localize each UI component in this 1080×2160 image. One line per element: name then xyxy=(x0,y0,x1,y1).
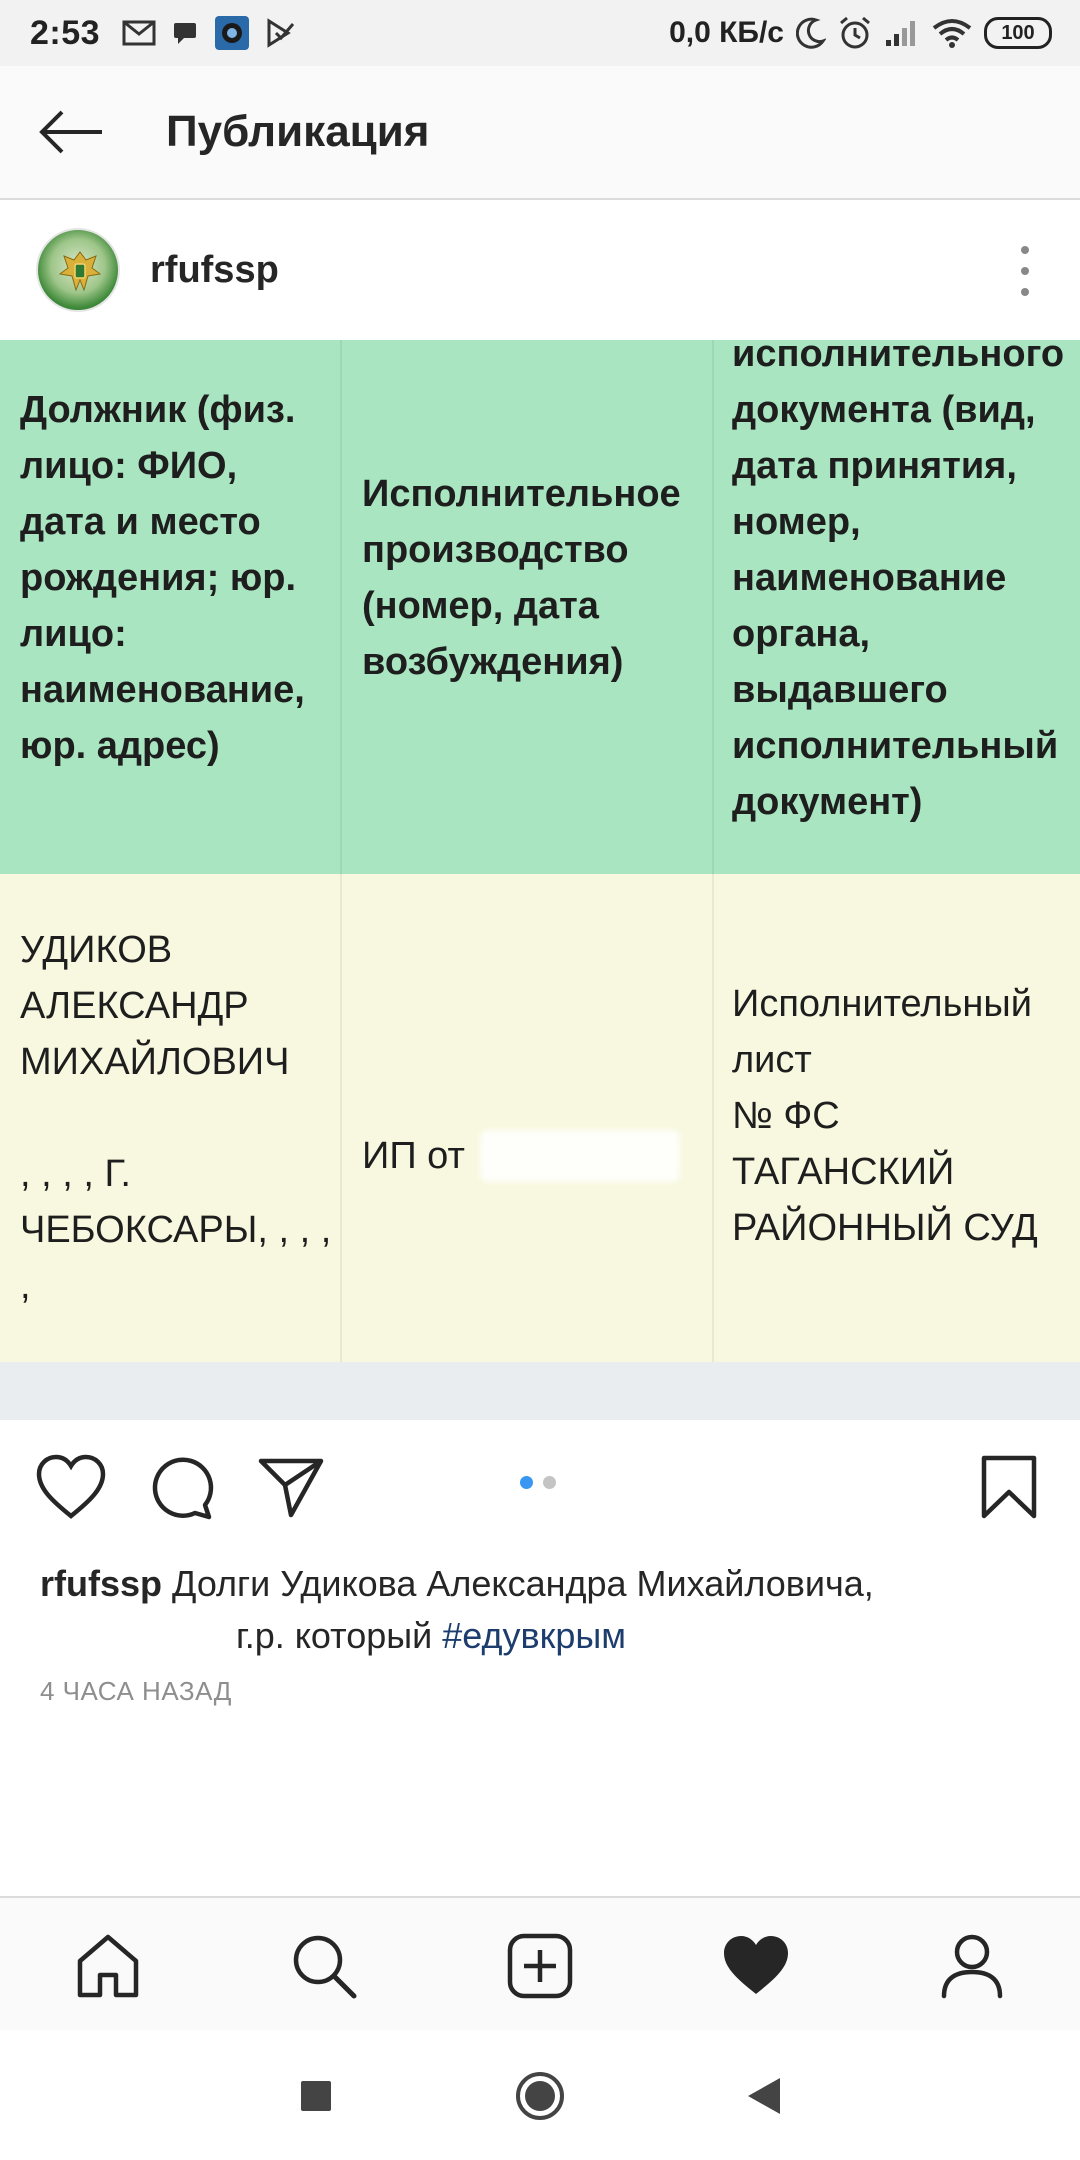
recents-button[interactable] xyxy=(286,2066,346,2126)
nav-activity[interactable] xyxy=(716,1926,796,2006)
system-home-button[interactable] xyxy=(510,2066,570,2126)
bottom-navigation xyxy=(0,1896,1080,2030)
system-navigation xyxy=(0,2030,1080,2160)
cell-line: , xyxy=(20,1265,31,1307)
header-cell-proceeding xyxy=(362,466,724,690)
more-dot xyxy=(1021,267,1029,275)
comment-button[interactable] xyxy=(142,1448,220,1526)
header-line: органа, xyxy=(732,613,871,655)
header-line: исполнительного xyxy=(732,340,1065,375)
header-line: возбуждения) xyxy=(362,641,624,683)
post-caption xyxy=(40,1558,1040,1662)
header-line: дата принятия, xyxy=(732,445,1017,487)
battery-indicator xyxy=(984,17,1052,49)
header-line: юр. адрес) xyxy=(20,725,220,767)
caption-text: Долги Удикова Александра Михайловича, xyxy=(172,1563,874,1604)
recents-icon xyxy=(299,2079,333,2113)
header-line: наименование xyxy=(732,557,1007,599)
save-button[interactable] xyxy=(970,1448,1048,1526)
home-icon xyxy=(74,1933,142,1999)
post-header xyxy=(0,200,1080,340)
nav-profile[interactable] xyxy=(932,1926,1012,2006)
header-line: Должник (физ. xyxy=(20,389,296,431)
arrow-left-icon xyxy=(38,110,106,154)
header-cell-document xyxy=(732,340,1080,830)
header-line: производство xyxy=(362,529,629,571)
caption-text: г.р. который xyxy=(236,1615,433,1656)
like-button[interactable] xyxy=(32,1448,110,1526)
header-line: исполнительный xyxy=(732,725,1059,767)
header-cell-debtor xyxy=(20,382,350,774)
status-time: 2:53 xyxy=(30,13,101,52)
profile-icon xyxy=(940,1932,1004,2000)
cell-line xyxy=(20,1090,350,1146)
more-options-button[interactable] xyxy=(1010,246,1040,296)
system-back-button[interactable] xyxy=(734,2066,794,2126)
caption-username[interactable]: rfufssp xyxy=(40,1563,163,1604)
more-dot xyxy=(1021,288,1029,296)
cell-line: , , , , Г. xyxy=(20,1153,131,1195)
cell-line: АЛЕКСАНДР xyxy=(20,985,249,1027)
header-line: лицо: xyxy=(20,613,127,655)
cell-line: ЧЕБОКСАРЫ, , , , xyxy=(20,1209,332,1251)
alarm-icon xyxy=(838,16,872,50)
nav-add[interactable] xyxy=(500,1926,580,2006)
activity-heart-icon xyxy=(721,1934,791,1998)
carousel-indicator xyxy=(520,1476,556,1489)
battery-level: 100 xyxy=(1001,21,1035,44)
home-circle-icon xyxy=(514,2070,566,2122)
post-actions xyxy=(0,1420,1080,1550)
cell-line: ТАГАНСКИЙ xyxy=(732,1151,955,1193)
cell-line: УДИКОВ xyxy=(20,929,173,971)
header-line: номер, xyxy=(732,501,861,543)
cell-document xyxy=(732,976,1080,1256)
wifi-icon xyxy=(932,18,972,48)
post-image[interactable] xyxy=(0,340,1080,1420)
more-vertical-icon xyxy=(1021,246,1029,254)
carousel-dot-active xyxy=(520,1476,533,1489)
cell-line: РАЙОННЫЙ СУД xyxy=(732,1207,1038,1249)
post-username[interactable]: rfufssp xyxy=(150,248,279,291)
header-line: дата и место xyxy=(20,501,261,543)
redacted-area xyxy=(480,1130,680,1182)
page-title: Публикация xyxy=(166,107,430,156)
header-line: документ) xyxy=(732,781,923,823)
header-line: Исполнительное xyxy=(362,473,681,515)
cell-line: № ФС xyxy=(732,1095,840,1137)
header-line: рождения; юр. xyxy=(20,557,297,599)
search-icon xyxy=(290,1932,358,2000)
bookmark-icon xyxy=(980,1454,1038,1520)
app-icon xyxy=(214,15,250,51)
post-timestamp: 4 ЧАСА НАЗАД xyxy=(40,1676,232,1706)
header-line: документа (вид, xyxy=(732,389,1036,431)
caption-line xyxy=(40,1558,1040,1610)
avatar[interactable] xyxy=(36,228,120,312)
caption-hashtag[interactable]: #едувкрым xyxy=(442,1615,627,1656)
emblem-icon xyxy=(56,246,104,296)
add-icon xyxy=(506,1932,574,2000)
nav-search[interactable] xyxy=(284,1926,364,2006)
comment-icon xyxy=(147,1453,215,1521)
status-notification-icons xyxy=(122,15,296,51)
status-right xyxy=(669,0,1052,66)
carousel-dot xyxy=(543,1476,556,1489)
cell-line: лист xyxy=(732,1039,812,1081)
heart-icon xyxy=(35,1454,107,1520)
mail-icon xyxy=(122,20,156,46)
back-triangle-icon xyxy=(746,2076,782,2116)
check-icon xyxy=(266,18,296,48)
cell-line: ИП от xyxy=(362,1135,465,1177)
header-line: выдавшего xyxy=(732,669,948,711)
moon-icon xyxy=(796,17,826,49)
cell-debtor xyxy=(20,922,350,1314)
app-header xyxy=(0,66,1080,200)
header-line: наименование, xyxy=(20,669,305,711)
chat-icon xyxy=(172,20,198,46)
signal-icon xyxy=(884,18,920,48)
header-line: лицо: ФИО, xyxy=(20,445,238,487)
share-button[interactable] xyxy=(252,1448,330,1526)
cell-line: МИХАЙЛОВИЧ xyxy=(20,1041,290,1083)
cell-line: Исполнительный xyxy=(732,983,1032,1025)
back-button[interactable] xyxy=(20,80,124,184)
network-speed: 0,0 КБ/с xyxy=(669,16,784,49)
nav-home[interactable] xyxy=(68,1926,148,2006)
send-icon xyxy=(257,1455,325,1519)
status-bar xyxy=(0,0,1080,66)
header-line: (номер, дата xyxy=(362,585,599,627)
caption-line xyxy=(40,1610,1040,1662)
